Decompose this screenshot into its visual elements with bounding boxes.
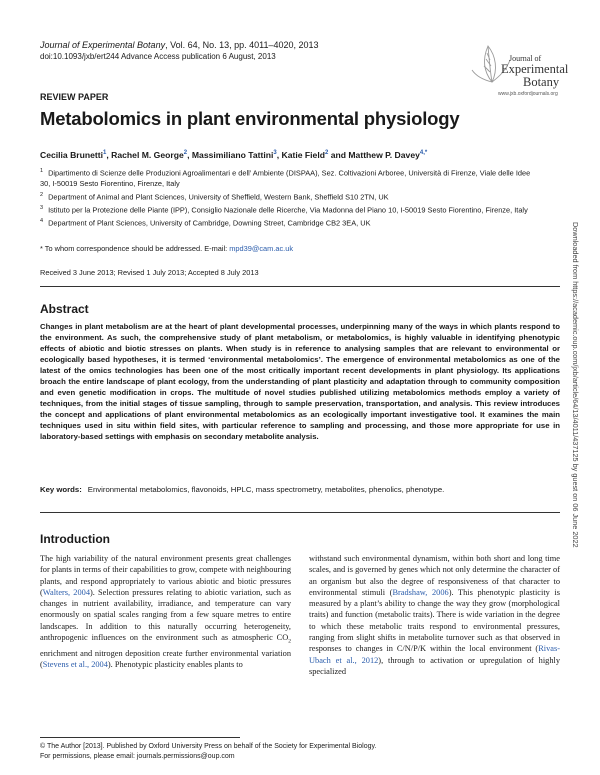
correspondence-note — [40, 244, 293, 253]
author-name: Rachel M. George — [111, 150, 184, 160]
journal-name: Journal of Experimental Botany — [40, 40, 166, 50]
divider — [40, 512, 560, 513]
citation-link[interactable]: Rivas-Ubach et al., 2012 — [309, 644, 560, 665]
citation-link[interactable]: Walters, 2004 — [42, 587, 90, 597]
logo-journal-of: Journal of — [509, 54, 542, 63]
logo-experimental: Experimental — [501, 62, 569, 76]
permissions-line: For permissions, please email: journals.permissions@oup.com — [40, 753, 235, 760]
citation-link[interactable]: Bradshaw, 2006 — [392, 587, 449, 597]
author-list: Cecilia Brunetti$^1$, Rachel M. George$^2$, Massimiliano Tattini$^3$, Katie Field$^2$ and Matthew P. Davey$^{4,*}$ — [40, 150, 428, 160]
body-text: ). Phenotypic plasticity enables plants to — [107, 660, 243, 670]
author-name: Katie Field — [281, 150, 325, 160]
author-affiliation-mark[interactable]: 4,* — [419, 150, 428, 157]
divider — [40, 286, 560, 287]
download-watermark-text: Downloaded from https://academic.oup.com/jxb/article/64/13/4011/437125 by guest on 06 June 2022 — [571, 222, 580, 548]
paragraph — [309, 553, 560, 677]
correspondence-text: * To whom correspondence should be addressed. E-mail: — [40, 244, 230, 253]
author-name: Cecilia Brunetti — [40, 150, 104, 160]
affiliation-text: Dipartimento di Scienze delle Produzioni Agroalimentari e dell’ Ambiente (DISPAA), Sez. Coltivazioni Arboree, Università di Firenze, Viale delle Idee 30, I-50019 Sesto Fiorentino, Firenze, Italy — [40, 168, 531, 189]
correspondence-email-link[interactable]: mpd39@cam.ac.uk — [229, 244, 294, 253]
abstract-heading: Abstract — [40, 302, 89, 316]
doi-line: doi:10.1093/jxb/ert244 Advance Access publication 6 August, 2013 — [40, 52, 276, 61]
affiliation-item — [40, 203, 540, 216]
affiliation-list — [40, 166, 540, 229]
paragraph — [40, 553, 291, 671]
author-affiliation-mark[interactable]: 3 — [273, 150, 277, 157]
citation-link[interactable]: Stevens et al., 2004 — [42, 660, 108, 670]
introduction-heading: Introduction — [40, 532, 110, 546]
affiliation-text: Department of Plant Sciences, University of Cambridge, Downing Street, Cambridge CB2 3EA, UK — [48, 218, 371, 228]
copyright-footer — [40, 742, 376, 762]
journal-logo — [470, 42, 580, 98]
received-dates: Received 3 June 2013; Revised 1 July 2013; Accepted 8 July 2013 — [40, 268, 259, 277]
author-affiliation-mark[interactable]: 2 — [183, 150, 188, 157]
body-text: ). Selection pressures relating to abiotic variation, such as changes in nutrient availability, irradiance, and temperature can vary enormously on spatial scales ranging from a few square metres to entire landscapes. In addition to this naturally occurring heterogeneity, anthropogenic influences on the environment such as atmospheric CO — [40, 587, 291, 643]
author-affiliation-mark[interactable]: 2 — [324, 150, 329, 157]
copyright-line: © The Author [2013]. Published by Oxford University Press on behalf of the Society for Experimental Biology. — [40, 743, 377, 750]
subscript: 2 — [288, 638, 291, 645]
author-name: Massimiliano Tattini — [191, 150, 274, 160]
author-affiliation-mark[interactable]: 1 — [103, 150, 107, 157]
body-text: enrichment and nitrogen deposition create further environmental variation ( — [40, 649, 291, 670]
body-text: withstand such environmental dynamism, within both short and long time scales, and is governed by genes which not only determine the character of an organism but also the degree of responsiveness of that character to environmental stimuli ( — [309, 554, 560, 597]
affiliation-item — [40, 216, 540, 229]
affiliation-number: 3 — [40, 204, 44, 211]
affiliation-text: Istituto per la Protezione delle Piante (IPP), Consiglio Nazionale delle Ricerche, Via Madonna del Piano 10, I-50019 Sesto Fiorentino, Firenze, Italy — [48, 205, 528, 215]
body-text: The high variability of the natural environment presents great challenges for plants in terms of their capabilities to grow, compete with neighbouring plants, and respond appropriately to various abiotic and biotic pressures ( — [40, 554, 291, 597]
affiliation-item — [40, 190, 540, 203]
journal-volume: , Vol. 64, No. 13, pp. 4011–4020, 2013 — [165, 40, 319, 50]
body-text: ), through to activation or upregulation of highly specialized — [309, 655, 560, 676]
abstract-body: Changes in plant metabolism are at the heart of plant developmental processes, underpinning many of the ways in which plants respond to the environment. As such, the comprehensive study of plant metabolism, or metabolomics, is highly valuable in identifying phenotypic effects of abiotic and biotic stresses on plants. When study is in reference to analysing samples that are relevant to environmental or ecologically based hypotheses, it is termed ‘environmental metabolomics’. The emergence of environmental metabolomics as one of the latest of the omics technologies has been one of the most critically important recent developments in plant physiology. Its applications broach the entire landscape of plant ecology, from the understanding of plant plasticity and adaptation through to community composition and even genetic modification in crops. The multitude of novel studies published utilizing metabolomics methods employ a variety of techniques, from the initial stages of tissue sampling, through to sample preservation, transportation, and analysis. This review introduces the concept and applications of plant environmental metabolomics as an ecologically important investigative tool. It examines the main techniques used in situ within field sites, with particular reference to sampling and processing, and those more appropriate for use in laboratory-based settings with emphasis on secondary metabolite analysis. — [40, 322, 560, 442]
keywords-label: Key words: — [40, 485, 82, 494]
body-text: ). This phenotypic plasticity is measured by a plant’s ability to change the way they grow (morphological traits) and function (metabolic traits). There is wide variation in the degree to which these metabolic traits respond to environmental pressures, ranging from slight shifts in metabolite turnover such as that observed in responses to changes in C/N/P/K within the local environment ( — [309, 587, 561, 654]
keywords-text: Environmental metabolomics, flavonoids, HPLC, mass spectrometry, metabolites, phenolics, phenotype. — [87, 485, 445, 494]
affiliation-number: 4 — [40, 217, 44, 224]
body-column-left — [40, 553, 291, 671]
affiliation-item — [40, 166, 540, 190]
article-title: Metabolomics in plant environmental physiology — [40, 108, 460, 129]
body-column-right — [309, 553, 560, 677]
affiliation-number: 2 — [40, 191, 44, 198]
article-type: REVIEW PAPER — [40, 92, 109, 102]
logo-url: www.jxb.oxfordjournals.org — [498, 91, 558, 97]
journal-citation — [40, 40, 319, 50]
logo-botany: Botany — [523, 75, 560, 89]
keywords — [40, 485, 560, 494]
affiliation-number: 1 — [40, 168, 44, 174]
author-name: Matthew P. Davey — [348, 150, 420, 160]
footer-divider — [40, 737, 240, 738]
affiliation-text: Department of Animal and Plant Sciences, University of Sheffield, Western Bank, Sheffield S10 2TN, UK — [48, 192, 389, 202]
